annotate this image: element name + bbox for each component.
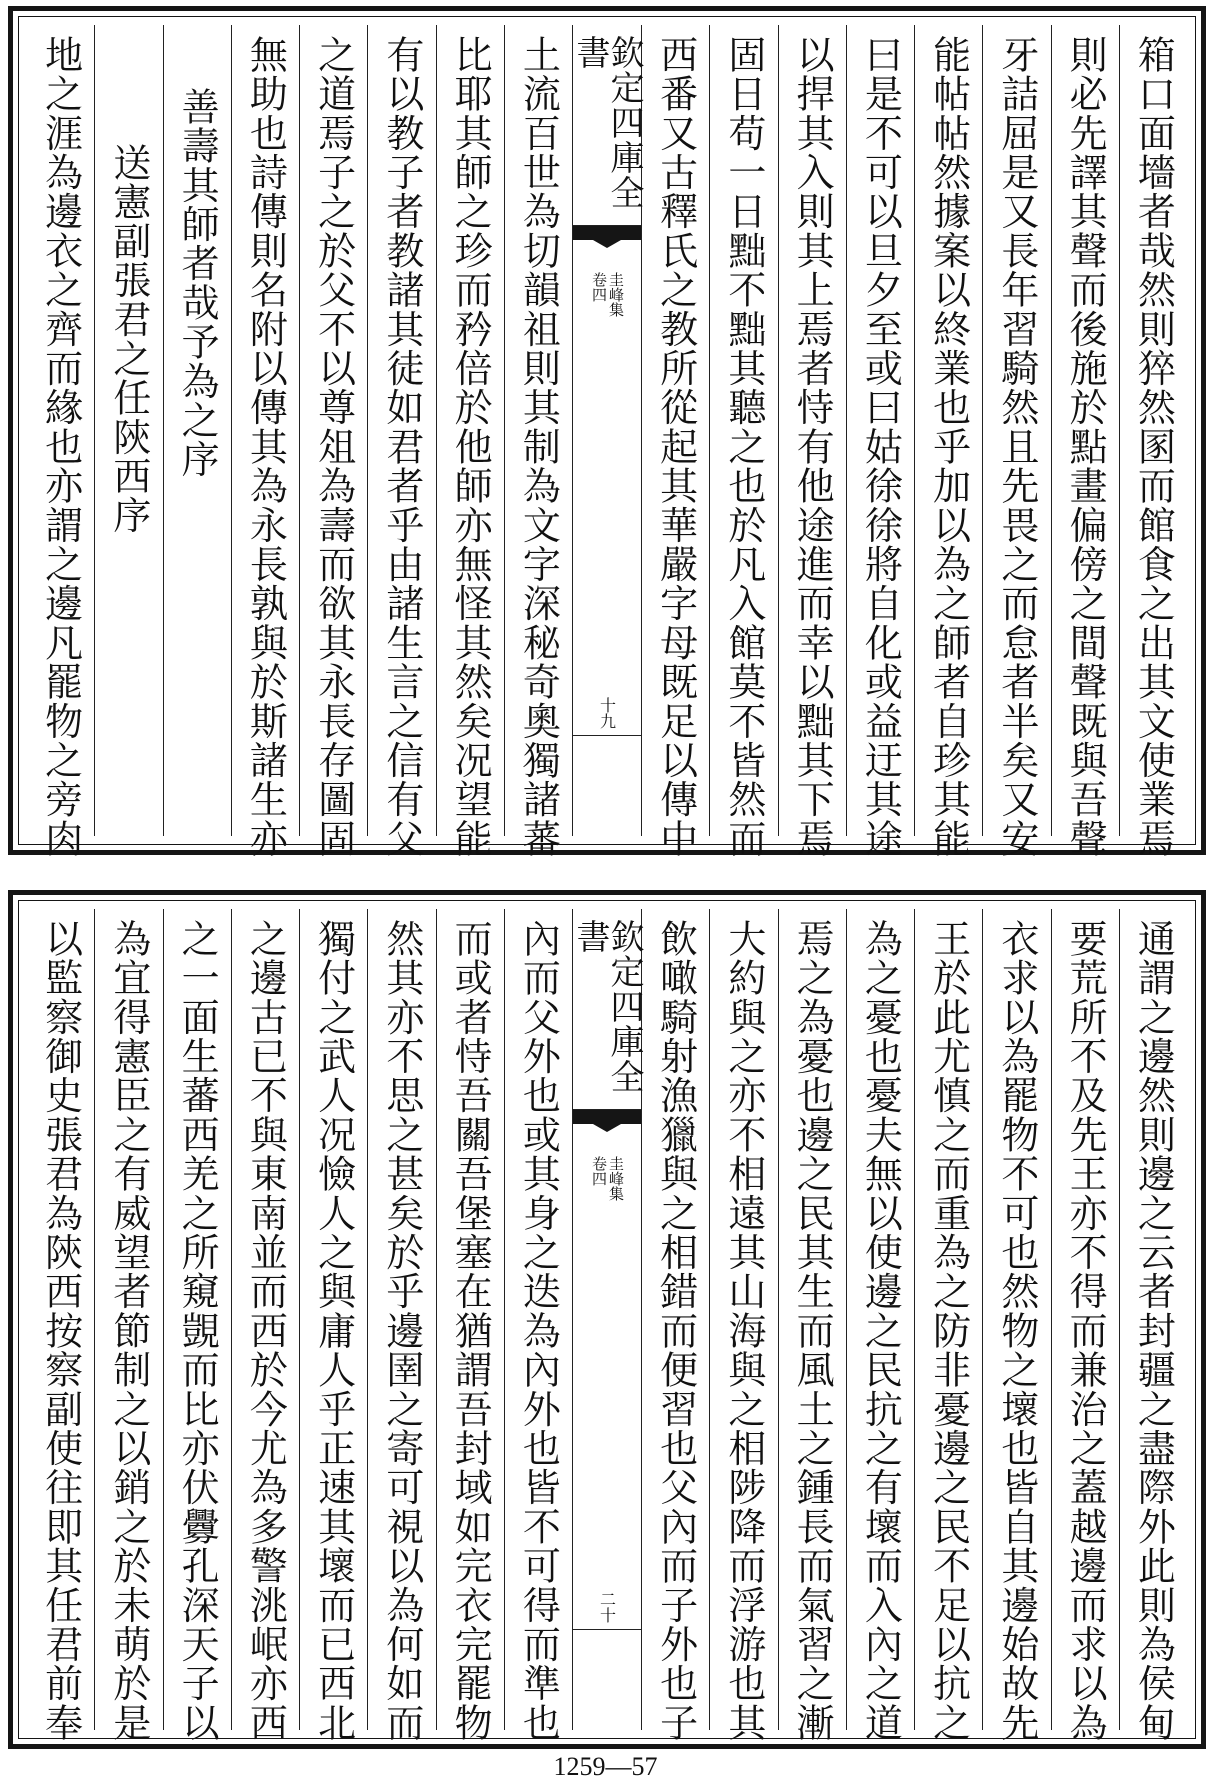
text-column: 王於此尤慎之而重為之防非憂邊之民不足以抗之: [914, 909, 982, 1730]
fold-leaf-number: 二十: [573, 1591, 641, 1630]
fold-book-info: [591, 1156, 623, 1201]
text-column: 飲噉騎射漁獵與之相錯而便習也父內而子外也子: [641, 909, 709, 1730]
text-column: 為之憂也憂夫無以使邊之民抗之有壞而入內之道: [846, 909, 914, 1730]
fold-book-info: [591, 272, 623, 317]
text-column: 要荒所不及先王亦不得而兼治之蓋越邊而求以為: [1051, 909, 1119, 1730]
fold-book-title: 圭峰集: [607, 1156, 625, 1201]
fold-leaf-number: 十九: [573, 697, 641, 736]
text-column: 無助也詩傳則名附以傳其為永長孰與於斯諸生亦: [231, 25, 299, 836]
fishtail-mark: [573, 226, 641, 254]
text-column: 則必先譯其聲而後施於點畫偏傍之間聲既與吾聲: [1051, 25, 1119, 836]
text-column: 焉之為憂也邊之民其生而風土之鍾長而氣習之漸: [778, 909, 846, 1730]
text-column: 大約與之亦不相遠其山海與之相陟降而浮游也其: [709, 909, 777, 1730]
text-column: 為宜得憲臣之有威望者節制之以銷之於未萌於是: [94, 909, 162, 1730]
fold-title: 欽定四庫全書: [573, 909, 641, 1110]
text-column: 土流百世為切韻祖則其制為文字深秘奇奧獨諸蕃: [504, 25, 572, 836]
fold-title: 欽定四庫全書: [573, 25, 641, 226]
text-column: 比耶其師之珍而矜倍於他師亦無怪其然矣况望能: [436, 25, 504, 836]
center-fold: [570, 909, 644, 1730]
text-column: 之邊古已不與東南並而西於今尤為多警洮岷亦西: [231, 909, 299, 1730]
text-column: 而或者恃吾關吾堡塞在猶謂吾封域如完衣完罷物: [436, 909, 504, 1730]
fold-book-title: 圭峰集: [607, 272, 625, 317]
text-column: 然其亦不思之甚矣於乎邊圉之寄可視以為何如而: [367, 909, 435, 1730]
text-column: 衣求以為罷物不可也然物之壞也皆自其邊始故先: [982, 909, 1050, 1730]
text-column: 地之涯為邊衣之齊而緣也亦謂之邊凡罷物之旁肉: [38, 35, 83, 859]
text-column: 以捍其入則其上焉者恃有他途進而幸以黜其下焉: [778, 25, 846, 836]
bottom-page: [8, 890, 1206, 1749]
text-column: 箱口面墻者哉然則猝然圂而館食之出其文使業焉: [1119, 25, 1187, 836]
top-page: [8, 6, 1206, 859]
text-column: 曰是不可以旦夕至或曰姑徐徐將自化或益迂其途: [846, 25, 914, 836]
text-column: 以監察御史張君為陝西按察副使往即其任君前奉: [38, 919, 83, 1743]
text-column: 西番又古釋氏之教所從起其華嚴字母既足以傳中: [641, 25, 709, 836]
top-page-columns: [27, 25, 1187, 859]
essay-title-column: 送憲副張君之任陝西序: [94, 25, 162, 836]
text-column: 通謂之邊然則邊之云者封疆之盡際外此則為侯甸: [1119, 909, 1187, 1730]
page-number: 1259—57: [553, 1752, 658, 1781]
text-column: 之道焉子之於父不以尊俎為壽而欲其永長存圖固: [299, 25, 367, 836]
text-column: 獨付之武人况憸人之與庸人乎正速其壞而已西北: [299, 909, 367, 1730]
fishtail-mark: [573, 1110, 641, 1138]
fold-volume: 卷四: [590, 1156, 608, 1186]
fold-volume: 卷四: [590, 272, 608, 302]
text-column: 內而父外也或其身之迭為內外也皆不可得而準也: [504, 909, 572, 1730]
text-column: 能帖帖然據案以終業也乎加以為之師者自珍其能: [914, 25, 982, 836]
text-column: 固日苟一日黜不黜其聽之也於凡入館莫不皆然而: [709, 25, 777, 836]
bottom-page-columns: [27, 909, 1187, 1743]
text-column: 有以教子者教諸其徒如君者乎由諸生言之信有父: [367, 25, 435, 836]
center-fold: [570, 25, 644, 836]
text-column: 之一面生蕃西羌之所窺覬而比亦伏釁孔深天子以: [163, 909, 231, 1730]
text-column: 善壽其師者哉予為之序: [163, 25, 231, 836]
text-column: 牙詰屈是又長年習騎然且先畏之而怠者半矣又安: [982, 25, 1050, 836]
